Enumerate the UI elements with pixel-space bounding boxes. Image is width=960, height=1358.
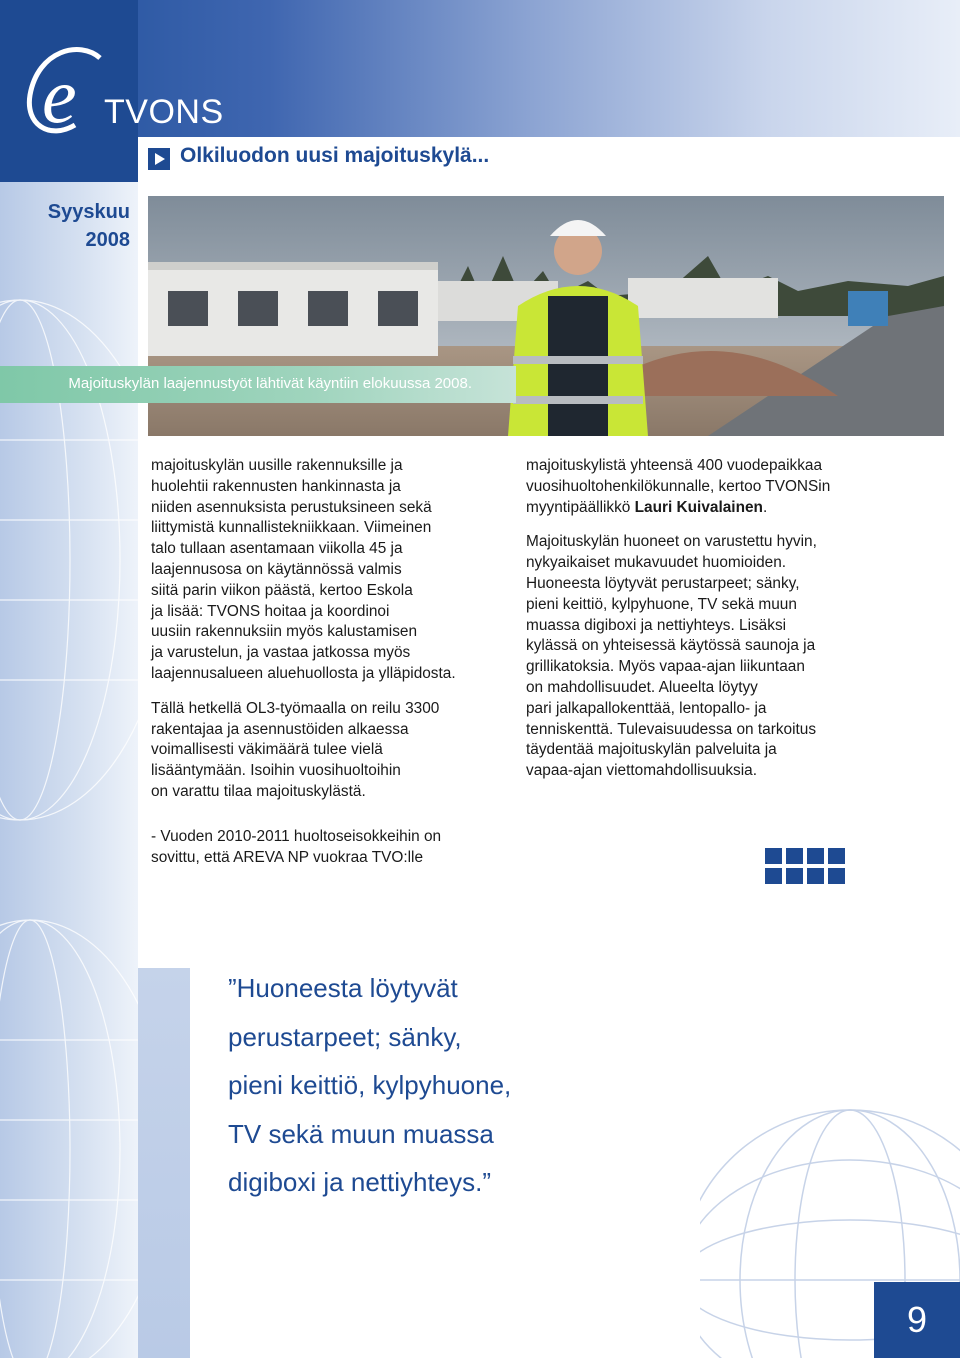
square-mark [786,848,803,864]
photo-caption: Majoituskylän laajennustyöt lähtivät käyntiin elokuussa 2008. [68,375,472,392]
square-mark [765,868,782,884]
square-mark [786,868,803,884]
square-mark [828,848,845,864]
article-paragraph: Tällä hetkellä OL3-työmaalla on reilu 3300 rakentajaa ja asennustöiden alkaessa voimallisesti väkimäärä tulee vielä lisääntymään. Isoihin vuosihuoltoihin on varattu tilaa majoituskylästä. [151,699,440,800]
article-text: . [762,498,768,516]
article-column-left-continued [151,827,511,883]
quote-accent-bar [138,968,190,1358]
pull-quote: ”Huoneesta löytyvät perustarpeet; sänky, pieni keittiö, kylpyhuone, TV sekä muun muassa digiboxi ja nettiyhteys.” [228,973,512,1197]
issue-year: 2008 [85,229,130,251]
article-paragraph: Majoituskylän huoneet on varustettu hyvin, nykyaikaiset mukavuudet huomioiden. Huoneesta löytyvät perustarpeet; sänky, pieni keittiö, kylpyhuone, TV sekä muun muassa digiboxi ja nettiyhteys. Lisäksi kylässä on yhteisessä käytössä saunoja ja grillikatoksia. Myös vapaa-ajan liikuntaan on mahdollisuudet. Alueelta löytyy pari jalkapallokenttää, lentopallo- ja tenniskenttä. Tulevaisuudessa on tarkoitus täydentää majoituskylän palveluita ja vapaa-ajan viettomahdollisuuksia. [526,533,817,780]
page-number: 9 [874,1282,960,1358]
square-mark [807,848,824,864]
article-text: majoituskylistä yhteensä 400 vuodepaikkaa vuosihuoltohenkilökunnalle, kertoo TVONSin myyntipäällikkö [526,457,831,516]
article-paragraph [526,456,886,518]
page-title: Olkiluodon uusi majoituskylä... [180,144,490,167]
logo-text: TVONS [104,93,224,131]
article-column-right [526,456,886,796]
issue-date [18,198,130,254]
article-column-left [151,456,511,817]
article-paragraph: - Vuoden 2010-2011 huoltoseisokkeihin on sovittu, että AREVA NP vuokraa TVO:lle [151,828,442,866]
decorative-squares [765,848,845,886]
square-mark [765,848,782,864]
svg-text:e: e [42,52,77,139]
issue-month: Syyskuu [47,201,130,223]
play-arrow-icon [148,148,170,170]
square-mark [828,868,845,884]
article-paragraph: majoituskylän uusille rakennuksille ja huolehtii rakennusten hankinnasta ja niiden asennuksista perustuksineen sekä liittymistä kunnallistekniikkaan. Viimeinen talo tullaan asentamaan viikolla 45 ja laajennusosa on käytännössä valmis siitä parin viikon päästä, kertoo Eskola ja lisää: TVONS hoitaa ja koordinoi uusiin rakennuksiin myös kalustamisen ja varustelun, ja vastaa jatkossa myös laajennusalueen aluehuollosta ja ylläpidosta. [151,457,456,682]
square-mark [807,868,824,884]
photo-caption-bar [0,366,516,403]
person-name: Lauri Kuivalainen [634,498,763,516]
